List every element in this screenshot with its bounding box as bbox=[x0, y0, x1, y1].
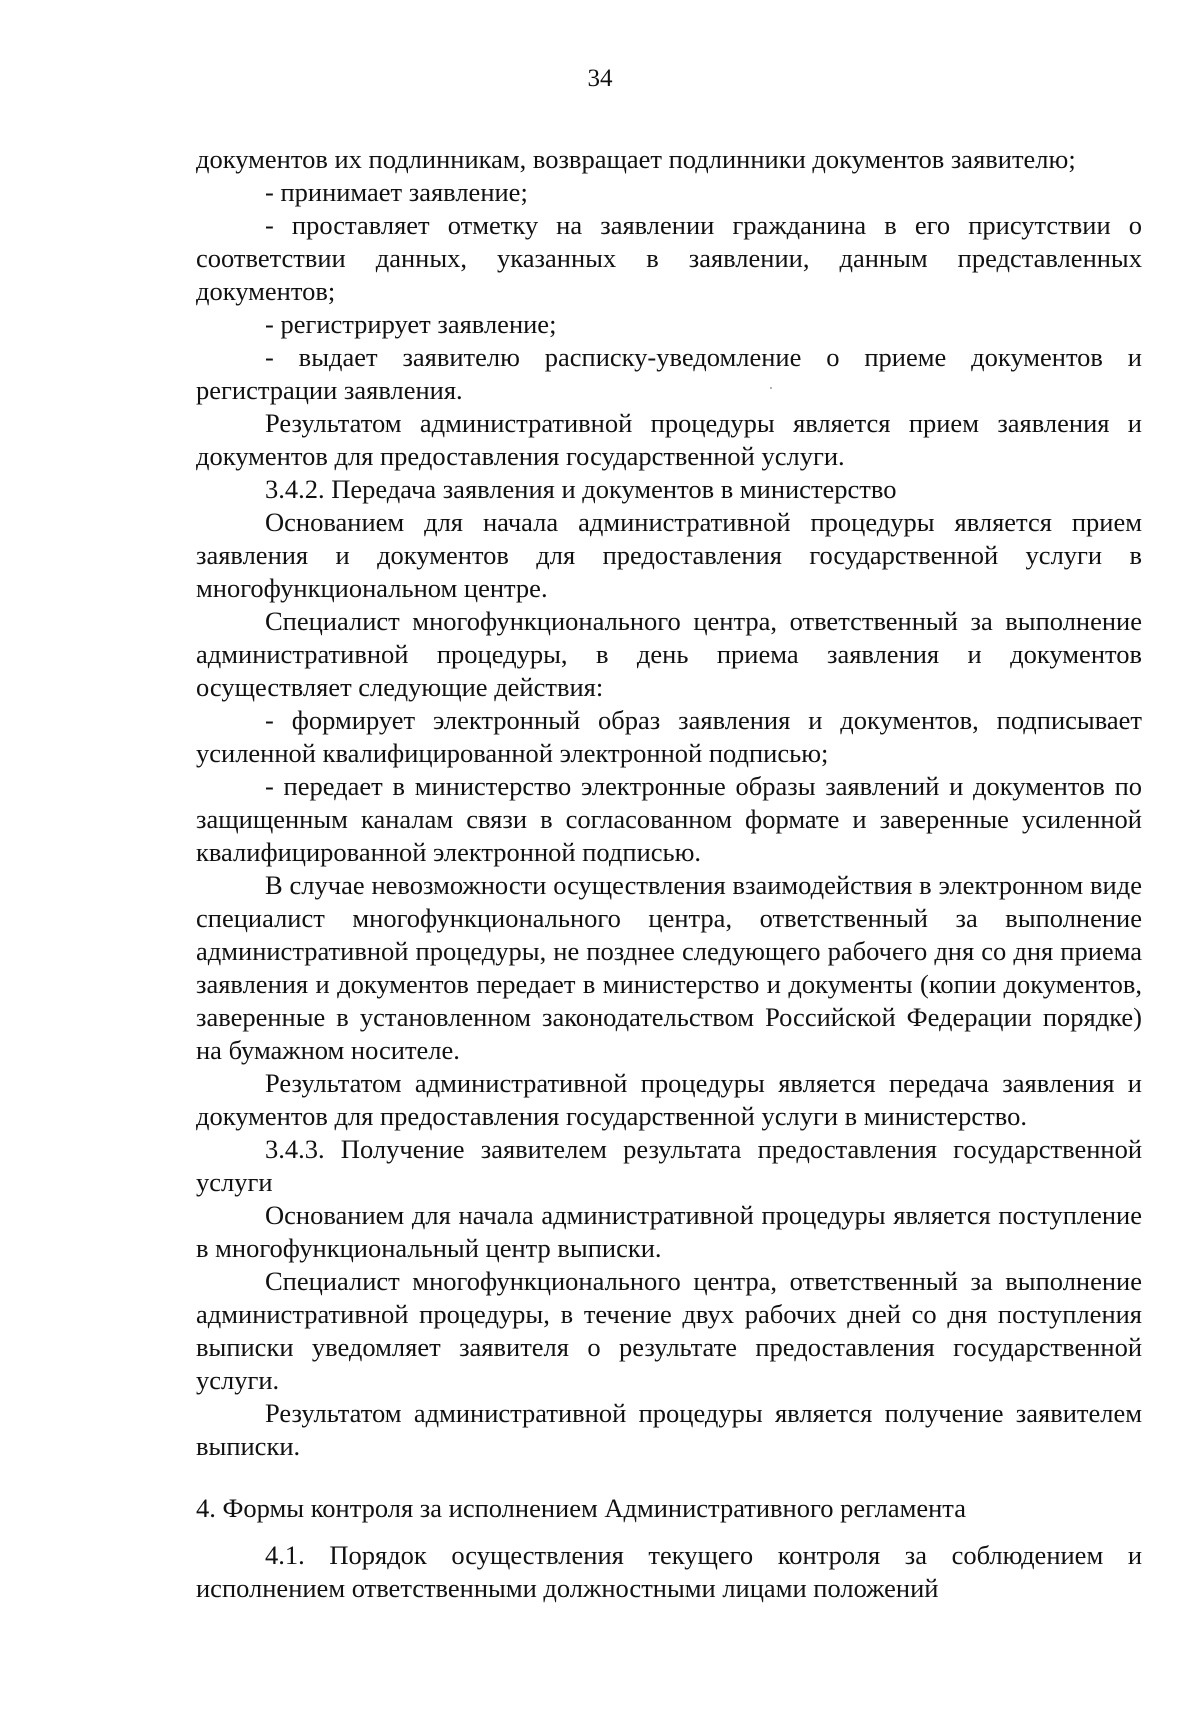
paragraph-continuation: документов их подлинникам, возвращает подлинники документов заявителю; bbox=[196, 144, 1076, 174]
paragraph-basis-transfer: Основанием для начала административной процедуры является прием заявления и документов для предоставления государственной услуги в многофункциональном центре. bbox=[196, 507, 1142, 603]
list-item-electronic-image: - формирует электронный образ заявления и документов, подписывает усиленной квалифицированной электронной подписью; bbox=[196, 705, 1142, 768]
paragraph-specialist-actions: Специалист многофункционального центра, ответственный за выполнение административной процедуры, в день приема заявления и документов осуществляет следующие действия: bbox=[196, 606, 1142, 702]
page-number: 34 bbox=[587, 65, 613, 92]
section-heading: 4. Формы контроля за исполнением Административного регламента bbox=[196, 1493, 966, 1523]
subsection-title-3-4-2: 3.4.2. Передача заявления и документов в министерство bbox=[265, 474, 897, 504]
list-item-receipt: - выдает заявителю расписку-уведомление о приеме документов и регистрации заявления. bbox=[196, 342, 1142, 405]
list-item-transfer-to-ministry: - передает в министерство электронные образы заявлений и документов по защищенным каналам связи в согласованном формате и заверенные усиленной квалифицированной электронной подписью. bbox=[196, 771, 1142, 867]
list-item-accept: - принимает заявление; bbox=[265, 177, 528, 207]
list-item-mark: - проставляет отметку на заявлении гражданина в его присутствии о соответствии данных, указанных в заявлении, данным представленных документов; bbox=[196, 210, 1142, 306]
list-item-register: - регистрирует заявление; bbox=[265, 309, 557, 339]
document-body bbox=[196, 143, 1142, 1605]
paragraph-control-procedure: 4.1. Порядок осуществления текущего контроля за соблюдением и исполнением ответственными должностными лицами положений bbox=[196, 1540, 1142, 1603]
paragraph-result-reception: Результатом административной процедуры является прием заявления и документов для предоставления государственной услуги. bbox=[196, 408, 1142, 471]
paragraph-notify-applicant: Специалист многофункционального центра, ответственный за выполнение административной процедуры, в течение двух рабочих дней со дня поступления выписки уведомляет заявителя о результате предоставления государственной услуги. bbox=[196, 1266, 1142, 1395]
scan-speck bbox=[770, 387, 772, 389]
paragraph-basis-receipt: Основанием для начала административной процедуры является поступление в многофункциональный центр выписки. bbox=[196, 1200, 1142, 1263]
paragraph-result-transfer: Результатом административной процедуры является передача заявления и документов для предоставления государственной услуги в министерство. bbox=[196, 1068, 1142, 1131]
paragraph-result-receipt: Результатом административной процедуры является получение заявителем выписки. bbox=[196, 1398, 1142, 1461]
subsection-title-3-4-3: 3.4.3. Получение заявителем результата предоставления государственной услуги bbox=[196, 1134, 1142, 1197]
paragraph-paper-transfer: В случае невозможности осуществления взаимодействия в электронном виде специалист многофункционального центра, ответственный за выполнение административной процедуры, не позднее следующего рабочего дня со дня приема заявления и документов передает в министерство и документы (копии документов, заверенные в установленном законодательством Российской Федерации порядке) на бумажном носителе. bbox=[196, 870, 1142, 1065]
